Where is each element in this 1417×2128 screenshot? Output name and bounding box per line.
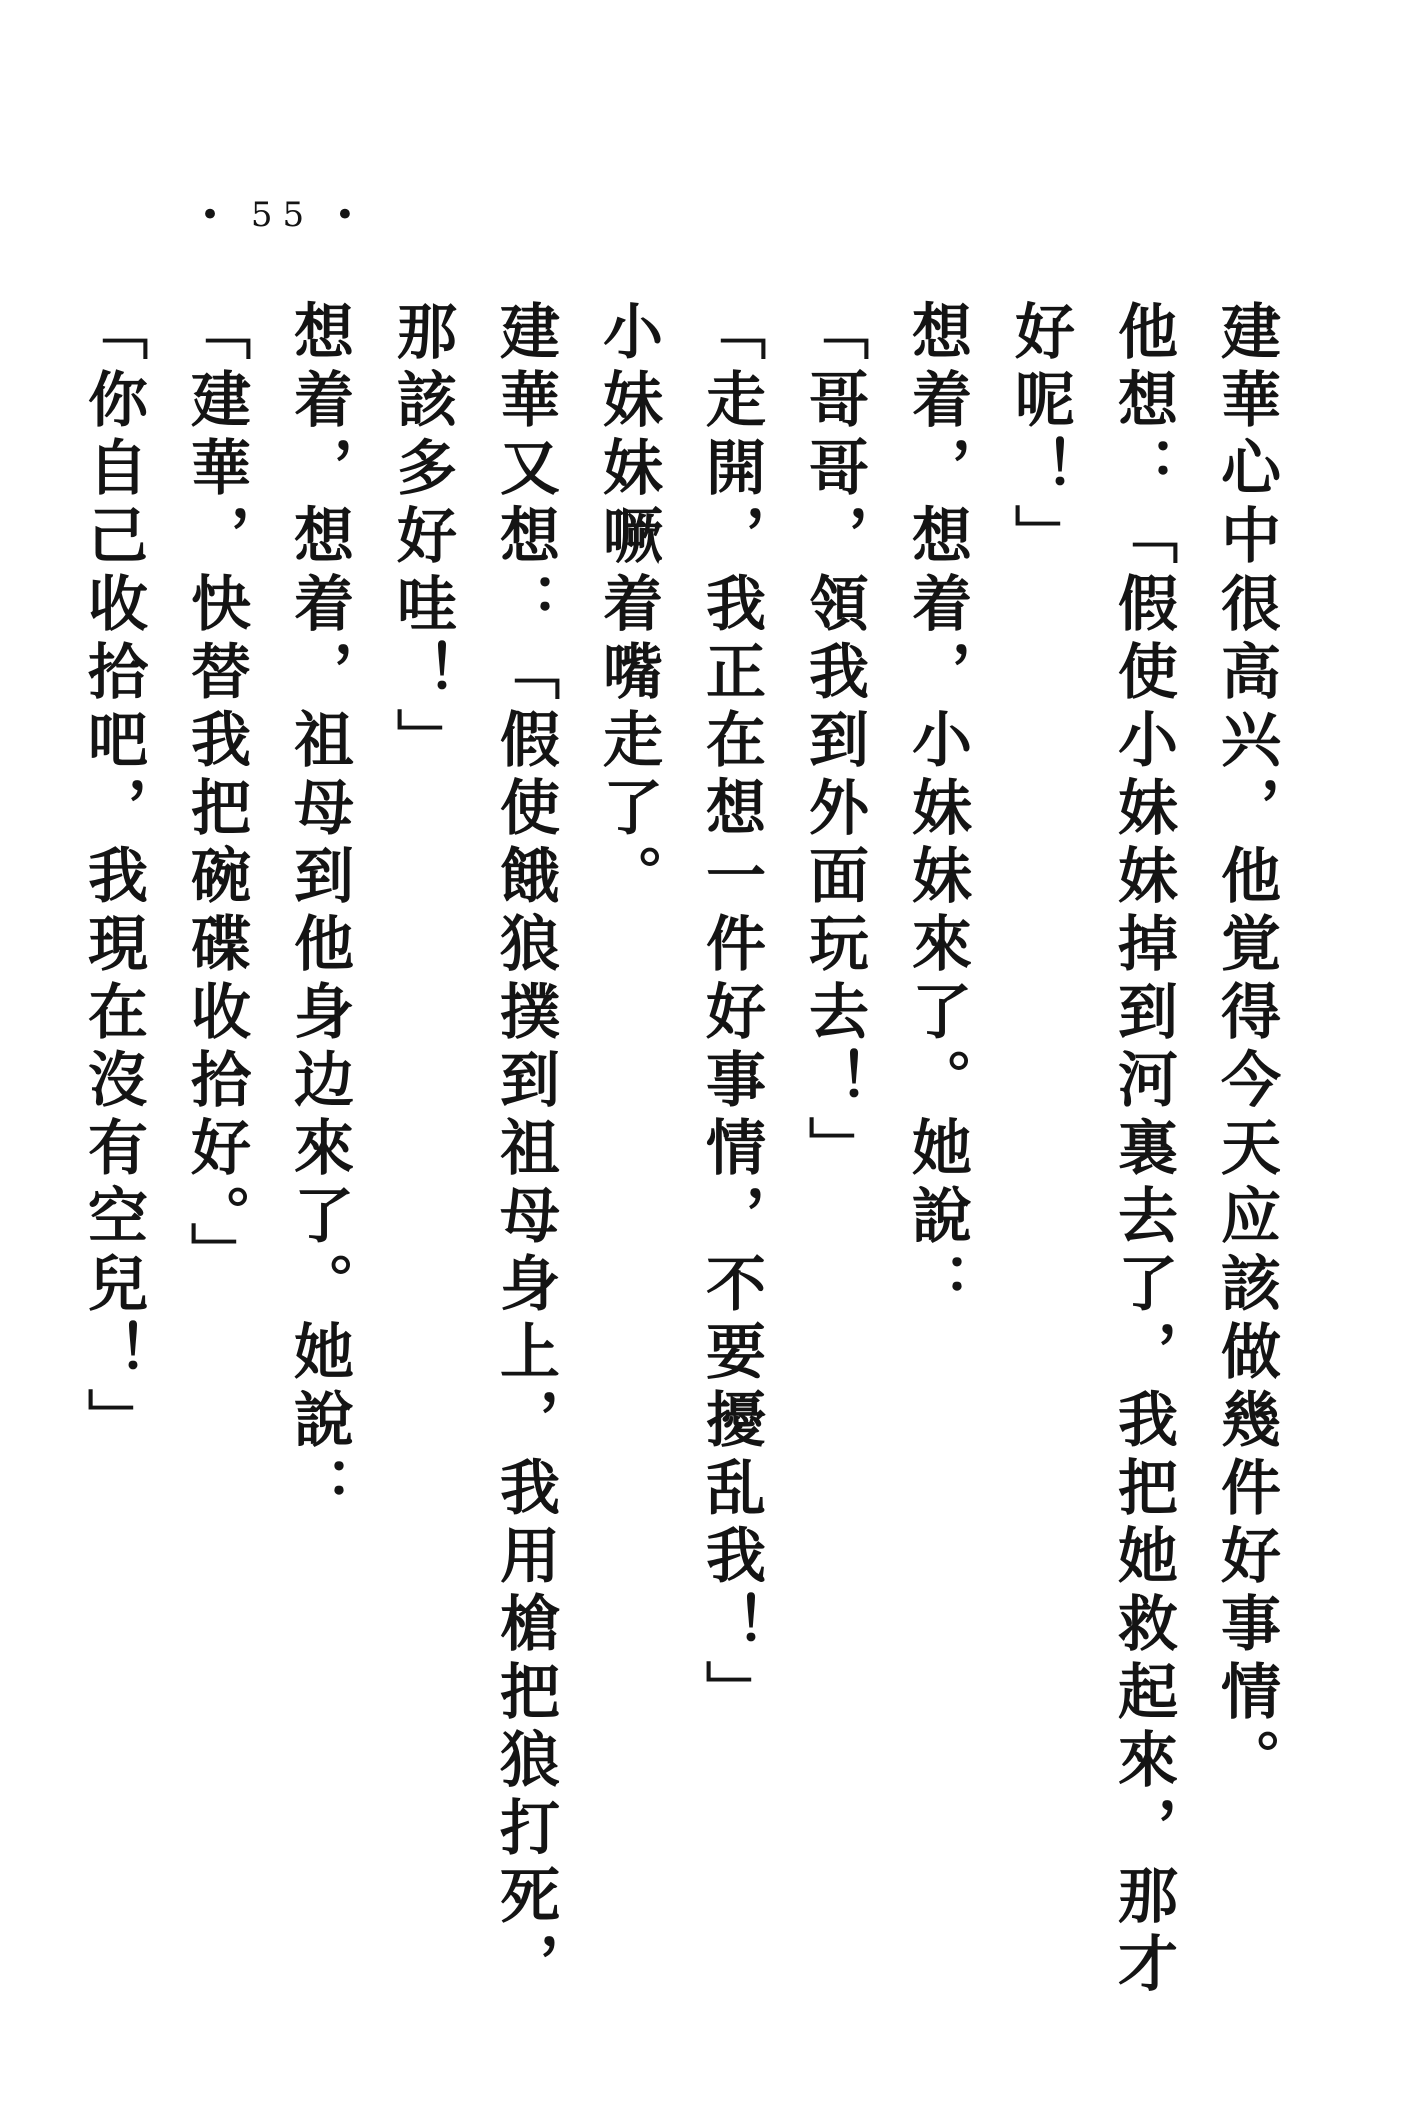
paragraph-3: 想着，想着，小妹妹來了。她說： xyxy=(902,300,972,1320)
paragraph-9: 「建華，快替我把碗碟收拾好。」 xyxy=(181,300,251,1290)
vertical-text-body xyxy=(61,300,1297,2020)
page-number: • 55 • xyxy=(200,195,365,235)
paragraph-7: 建華又想：「假使餓狼撲到祖母身上，我用槍把狼打死，那該多好哇！」 xyxy=(387,300,560,2000)
paragraph-1: 建華心中很高兴，他覚得今天应該做幾件好事情。 xyxy=(1211,300,1281,1796)
paragraph-4: 「哥哥，領我到外面玩去！」 xyxy=(799,300,869,1184)
paragraph-8: 想着，想着，祖母到他身边來了。她說： xyxy=(284,300,354,1524)
paragraph-10: 「你自己收拾吧，我現在沒有空兒！」 xyxy=(78,300,148,1456)
paragraph-6: 小妹妹噘着嘴走了。 xyxy=(593,300,663,912)
paragraph-5: 「走開，我正在想一件好事情，不要擾乱我！」 xyxy=(696,300,766,1728)
paragraph-2: 他想：「假使小妹妹掉到河裏去了，我把她救起來，那才好呢！」 xyxy=(1005,300,1178,2000)
